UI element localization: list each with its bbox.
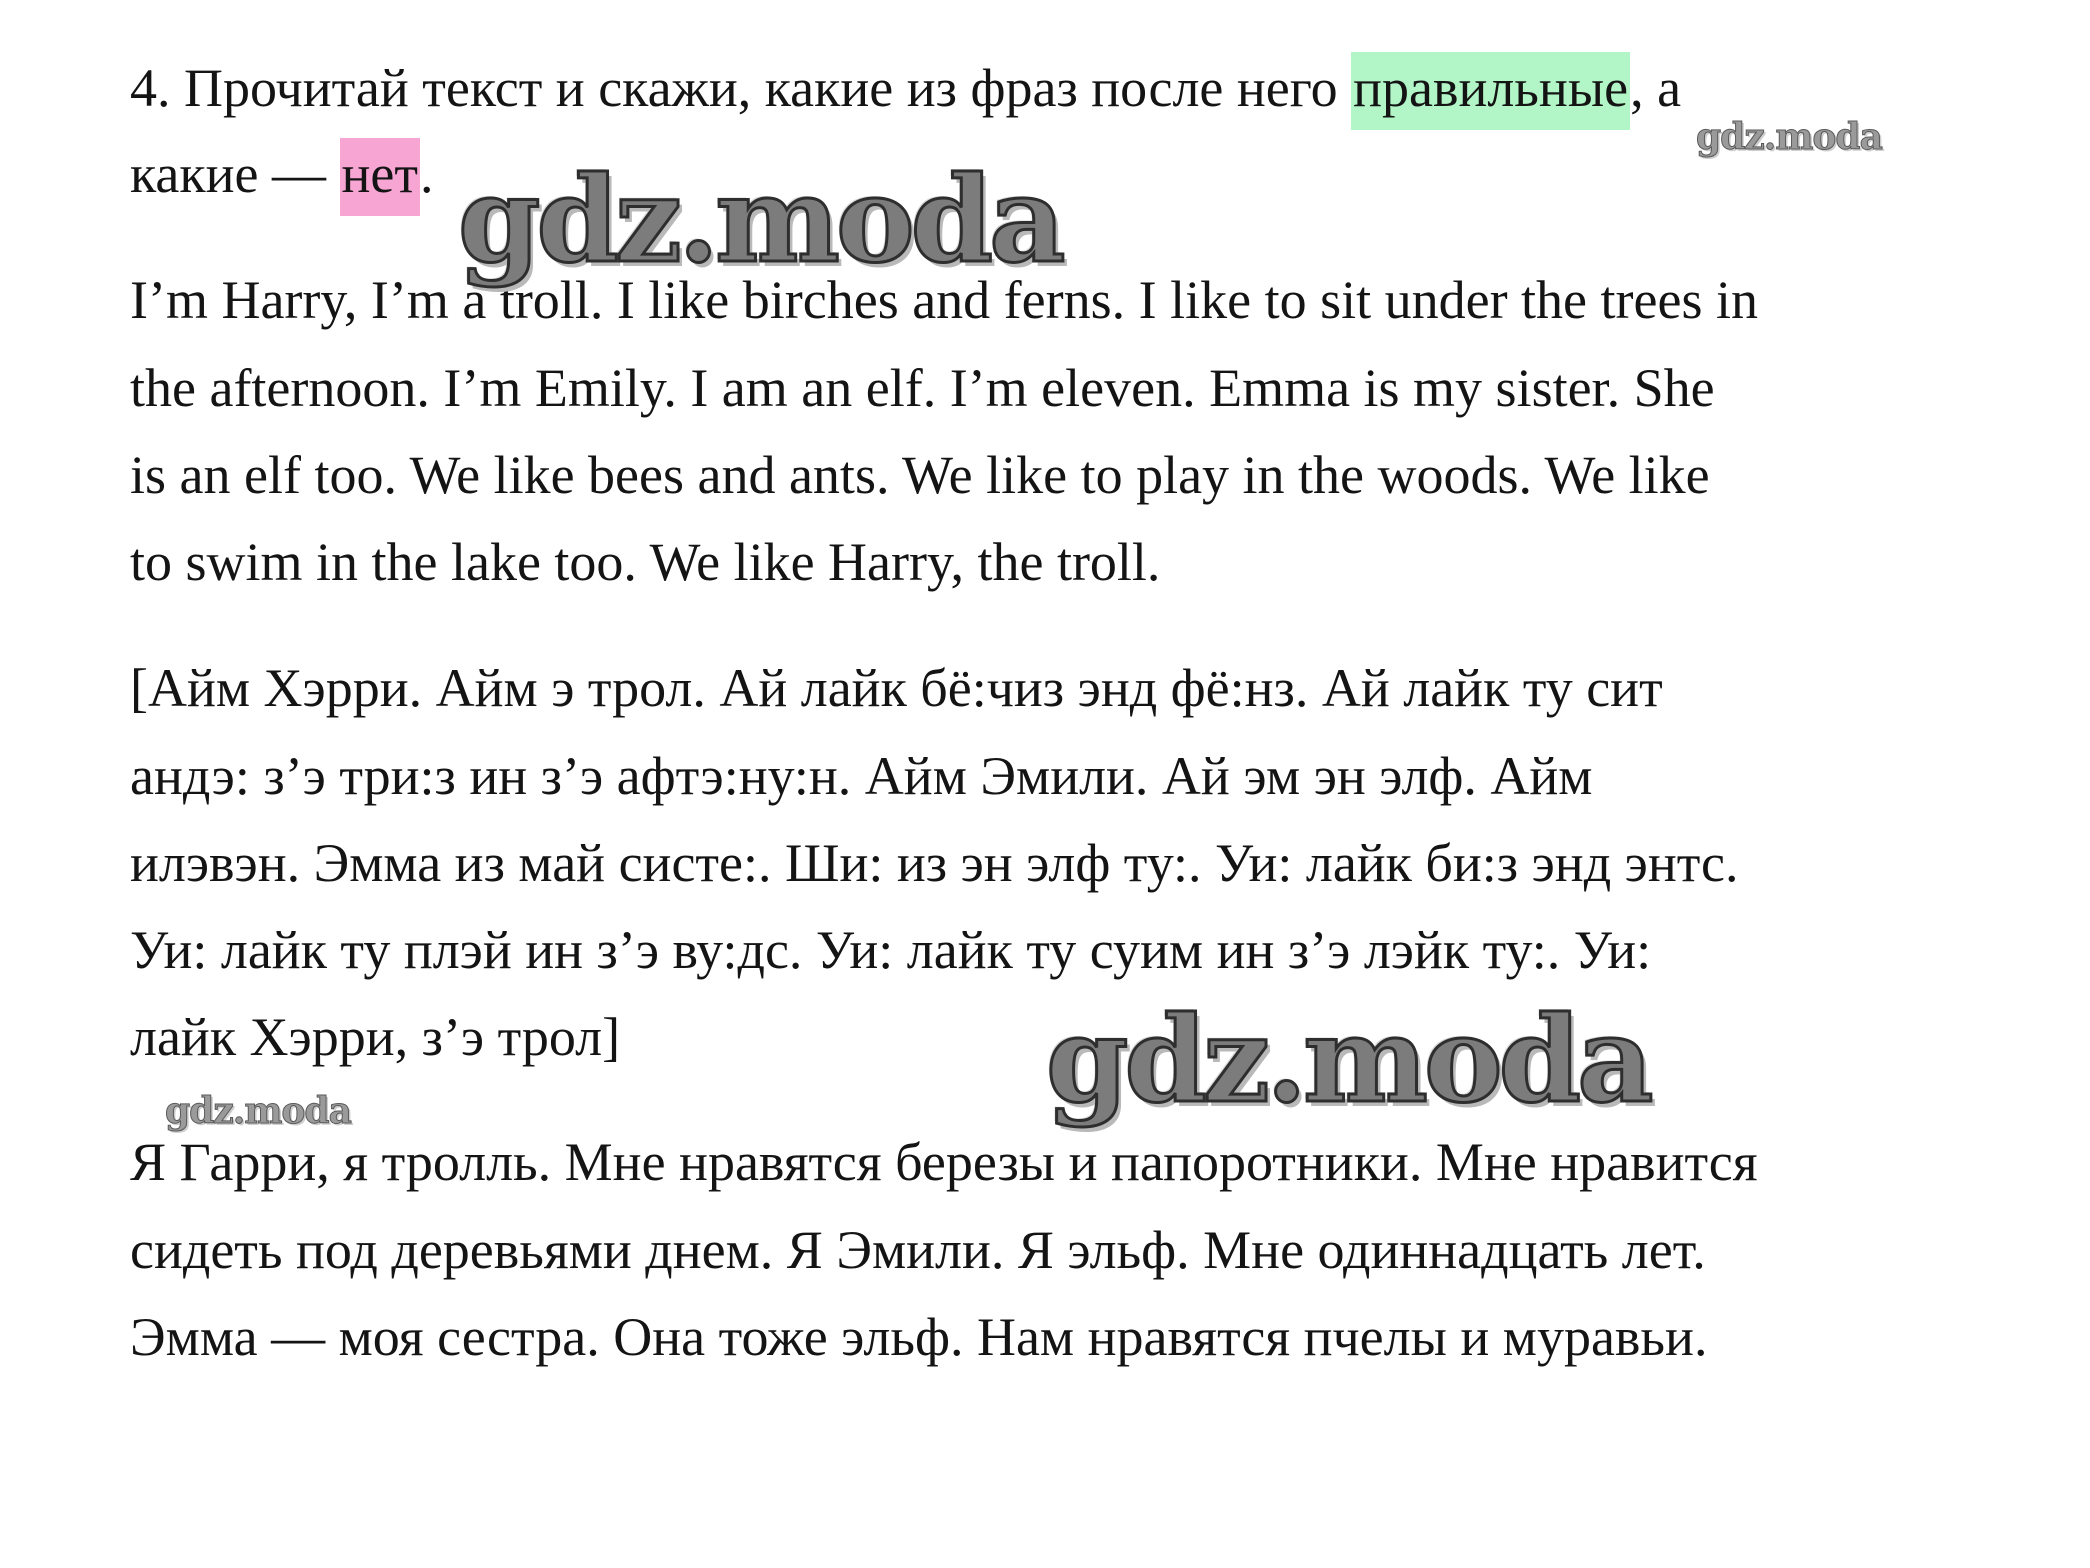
task-text: , а	[1630, 58, 1682, 118]
task-text: какие —	[130, 144, 340, 204]
highlight-incorrect: нет	[340, 138, 420, 216]
watermark-logo-small: gdz.moda	[1696, 116, 1882, 158]
task-line-1	[130, 56, 1681, 120]
highlight-correct: правильные	[1351, 52, 1630, 130]
english-line: the afternoon. I’m Emily. I am an elf. I’m eleven. Emma is my sister. She	[130, 358, 1715, 418]
task-text: 4. Прочитай текст и скажи, какие из фраз после него	[130, 58, 1352, 118]
transcription-line: [Айм Хэрри. Айм э трол. Ай лайк бё:чиз энд фё:нз. Ай лайк ту сит	[130, 658, 1663, 718]
watermark-logo: gdz.moda	[1046, 990, 1650, 1129]
watermark-logo: gdz.moda	[458, 150, 1062, 289]
transcription-line: андэ: з’э три:з ин з’э афтэ:ну:н. Айм Эмили. Ай эм эн элф. Айм	[130, 746, 1593, 806]
english-line: I’m Harry, I’m a troll. I like birches and ferns. I like to sit under the trees in	[130, 270, 1758, 330]
english-line: to swim in the lake too. We like Harry, the troll.	[130, 532, 1161, 592]
translation-line: сидеть под деревьями днем. Я Эмили. Я эльф. Мне одиннадцать лет.	[130, 1220, 1706, 1280]
english-line: is an elf too. We like bees and ants. We like to play in the woods. We like	[130, 445, 1710, 505]
translation-line: Эмма — моя сестра. Она тоже эльф. Нам нравятся пчелы и муравьи.	[130, 1307, 1708, 1367]
watermark-logo-small: gdz.moda	[165, 1090, 351, 1132]
task-line-2	[130, 142, 433, 206]
task-text: .	[419, 144, 434, 204]
transcription-line: илэвэн. Эмма из май систе:. Ши: из эн элф ту:. Уи: лайк би:з энд энтс.	[130, 833, 1739, 893]
translation-line: Я Гарри, я тролль. Мне нравятся березы и папоротники. Мне нравится	[130, 1132, 1758, 1192]
transcription-line: Уи: лайк ту плэй ин з’э ву:дс. Уи: лайк ту суим ин з’э лэйк ту:. Уи:	[130, 920, 1652, 980]
transcription-line: лайк Хэрри, з’э трол]	[130, 1007, 621, 1067]
